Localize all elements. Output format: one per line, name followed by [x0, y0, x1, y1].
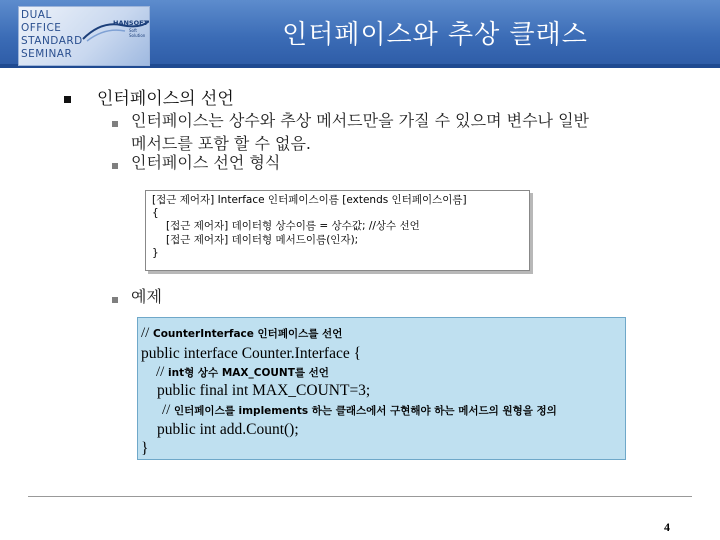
- bullet-icon: [112, 297, 118, 303]
- syntax-line: [접근 제어자] 데이터형 메서드이름(인자);: [166, 233, 359, 246]
- slide-title: 인터페이스와 추상 클래스: [282, 20, 588, 50]
- syntax-heading: 인터페이스 선언 형식: [131, 153, 281, 172]
- description-line-2: 메서드를 포함 할 수 없음.: [131, 134, 311, 153]
- logo-brand-sub: Soft Solution: [129, 28, 146, 38]
- page-number: 4: [664, 520, 670, 534]
- syntax-line: {: [152, 207, 159, 220]
- example-code-box: [137, 317, 626, 460]
- seminar-logo: [18, 6, 150, 66]
- bullet-icon: [112, 163, 118, 169]
- logo-text: DUAL OFFICE STANDARD SEMINAR: [21, 9, 83, 60]
- bullet-icon: [112, 121, 118, 127]
- code-comment: // 인터페이스를 implements 하는 클래스에서 구현해야 하는 메서드의 원형을 정의: [162, 402, 557, 418]
- example-label: 예제: [131, 287, 162, 306]
- code-comment: // CounterInterface 인터페이스를 선언: [141, 325, 343, 341]
- footer-divider: [28, 496, 692, 497]
- description-line-1: 인터페이스는 상수와 추상 메서드만을 가질 수 있으며 변수나 일반: [131, 111, 590, 130]
- code-line: }: [141, 440, 149, 457]
- syntax-line: [접근 제어자] Interface 인터페이스이름 [extends 인터페이스이름]: [152, 194, 467, 206]
- syntax-line: }: [152, 246, 159, 259]
- section-heading: 인터페이스의 선언: [97, 89, 234, 109]
- bullet-icon: [64, 96, 71, 103]
- logo-brand: HANSOFT: [113, 19, 148, 27]
- code-line: public interface Counter.Interface {: [141, 345, 362, 362]
- code-line: public final int MAX_COUNT=3;: [157, 382, 371, 399]
- syntax-box: [145, 190, 530, 271]
- code-comment: // int형 상수 MAX_COUNT를 선언: [156, 364, 329, 380]
- code-line: public int add.Count();: [157, 421, 299, 438]
- syntax-line: [접근 제어자] 데이터형 상수이름 = 상수값; //상수 선언: [166, 220, 420, 233]
